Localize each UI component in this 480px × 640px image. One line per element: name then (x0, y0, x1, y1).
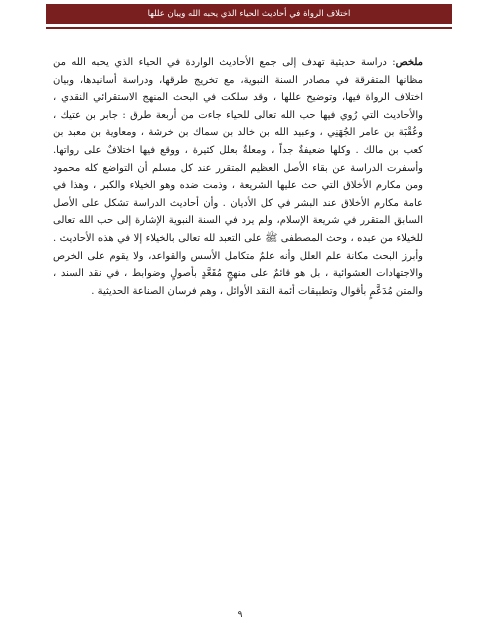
header-bar (46, 4, 452, 24)
page-number: ٩ (237, 610, 243, 620)
abstract-section (53, 54, 423, 300)
abstract-text: : دراسة حديثية تهدف إلى جمع الأحاديث الواردة في الحياء الذي يحبه الله من مظانها المتفرقة في مصادر السنة النبوية، مع تخريج طرقها، ودراسة أسانيدها، وبيان اختلاف الرواة فيها، وتوضيح عللها ، وقد سلكت في البحث المنهج الاستقرائي النقدي ، والأحاديث التي رُوي فيها حب الله تعالى للحياء جاءت من أربعة طرق : جابر بن عتيك ، وعُقْبَة بن عامر الجُهَنِي ، وعبيد الله بن خالد بن سماك بن خرشة ، ومعاوية بن معبد بن كعب بن مالك . وكلها ضعيفةٌ جداً ، ومعلةٌ بعلل كثيرة ، ووقع فيها اختلافٌ على رواتها. وأسفرت الدراسة عن بقاء الأصل العظيم المتقرر عند كل مسلم أن التواضع كله محمود ومن مكارم الأخلاق التي حث عليها الشريعة ، وذمت ضده وهو الخيلاء والكبر ، وهذا في عامة مكارم الأخلاق عند البشر في كل الأديان . وأن أحاديث الدراسة تشكل على الأصل السابق المتقرر في شريعة الإسلام، ولم يرد في السنة النبوية الإشارة إلى حب الله تعالى للخيلاء من عبده ، وحث المصطفى ﷺ على التعبد لله تعالى بالخيلاء إلا في هذه الأحاديث . وأبرز البحث مكانة علم العلل وأنه علمٌ متكامل الأسس والقواعد، ولا يقوم على الخرص والاجتهادات العشوائية ، بل هو قائمٌ على منهجٍ مُقَعَّدٍ بأصولٍ وضوابط ، في نقد السند ، والمتن مُدَعَّمٍ بأقوال وتطبيقات أئمة النقد الأوائل ، وهم فرسان الصناعة الحديثية . (53, 57, 423, 297)
abstract-label: ملخص (395, 57, 423, 68)
page-header (46, 4, 452, 30)
abstract-paragraph (53, 54, 423, 300)
header-rule (46, 27, 452, 29)
header-title: اختلاف الرواة في أحاديث الحياء الذي يحبه الله ويبان عللها (147, 9, 351, 19)
